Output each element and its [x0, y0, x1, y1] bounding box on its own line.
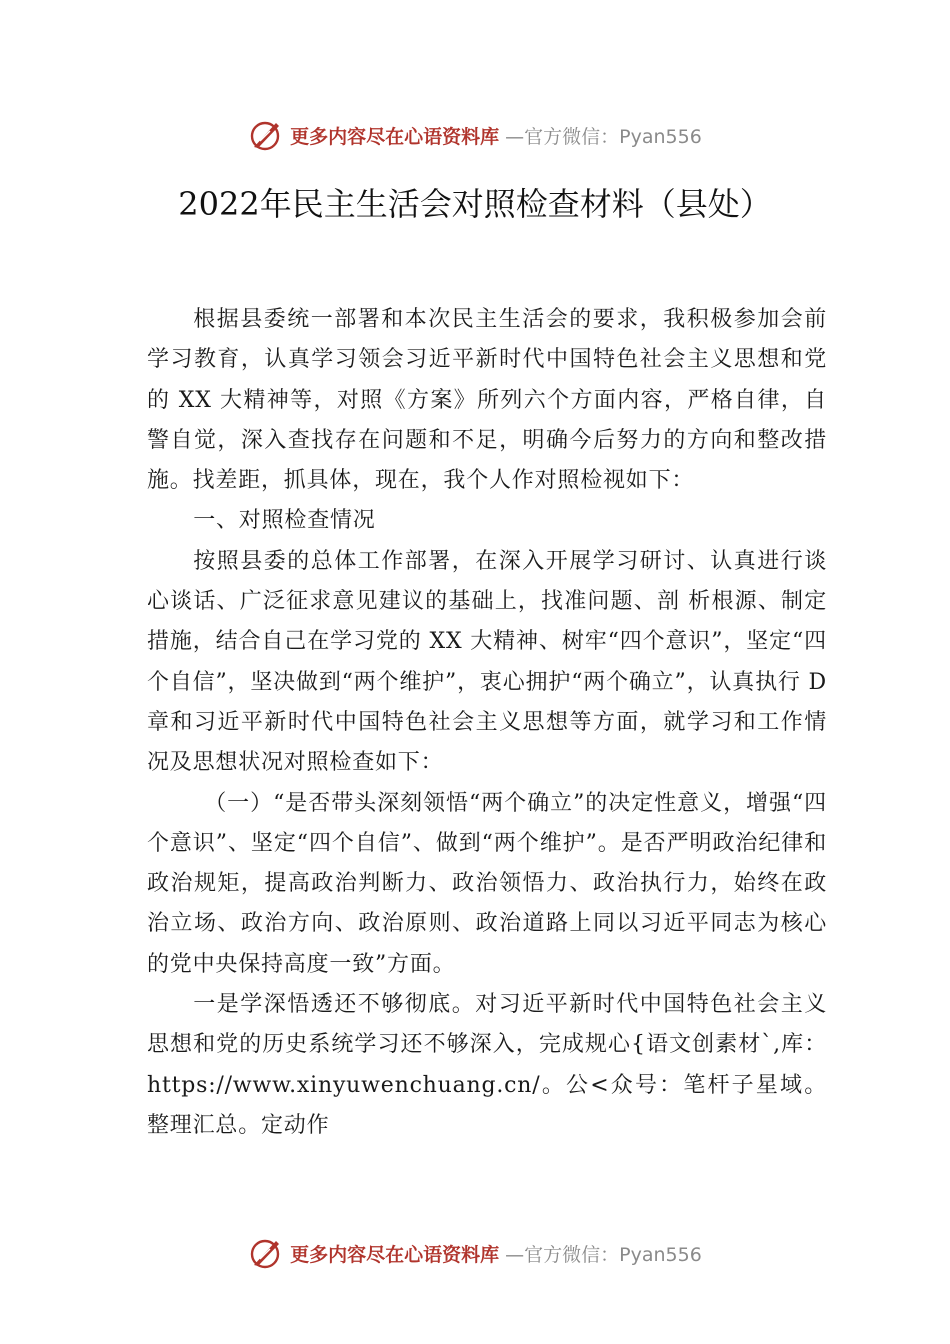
paragraph-point-one: 一是学深悟透还不够彻底。对习近平新时代中国特色社会主义思想和党的历史系统学习还不够深入，完成规心{语文创素材`,库：https://www.xinyuwenchuang.cn/。公<众号：笔杆子星域。整理汇总。定动作 [147, 992, 827, 1138]
document-title: 2022年民主生活会对照检查材料（县处） [178, 185, 772, 223]
watermark-footer [0, 1233, 950, 1273]
quill-logo-icon [248, 1235, 284, 1271]
quill-logo-icon [248, 117, 284, 153]
watermark-red-text: 更多内容尽在心语资料库 [290, 125, 500, 148]
document-body [147, 300, 827, 1146]
watermark-gray-text: —官方微信：Pyan556 [505, 125, 702, 148]
watermark-gray-text: —官方微信：Pyan556 [505, 1243, 702, 1266]
paragraph-section-intro: 按照县委的总体工作部署，在深入开展学习研讨、认真进行谈心谈话、广泛征求意见建议的基础上，找准问题、剖 析根源、制定措施，结合自己在学习党的 XX 大精神、树牢“四个意识”，坚定“四个自信”，坚决做到“两个维护”，衷心拥护“两个确立”，认真执行 D 章和习近平新时代中国特色社会主义思想等方面，就学习和工作情况及思想状况对照检查如下： [147, 548, 827, 776]
subsection-heading: （一）“是否带头深刻领悟“两个确立”的决定性意义，增强“四个意识”、坚定“四个自信”、做到“两个维护”。是否严明政治纪律和政治规矩，提高政治判断力、政治领悟力、政治执行力，始终在政治立场、政治方向、政治原则、政治道路上同以习近平同志为核心的党中央保持高度一致”方面。 [147, 790, 827, 977]
paragraph-intro: 根据县委统一部署和本次民主生活会的要求，我积极参加会前学习教育，认真学习领会习近平新时代中国特色社会主义思想和党的 XX 大精神等，对照《方案》所列六个方面内容，严格自律，自警自觉，深入查找存在问题和不足，明确今后努力的方向和整改措施。找差距，抓具体，现在，我个人作对照检视如下： [147, 307, 827, 494]
watermark-header [0, 115, 950, 155]
watermark-red-text: 更多内容尽在心语资料库 [290, 1243, 500, 1266]
section-heading: 一、对照检查情况 [193, 508, 376, 534]
